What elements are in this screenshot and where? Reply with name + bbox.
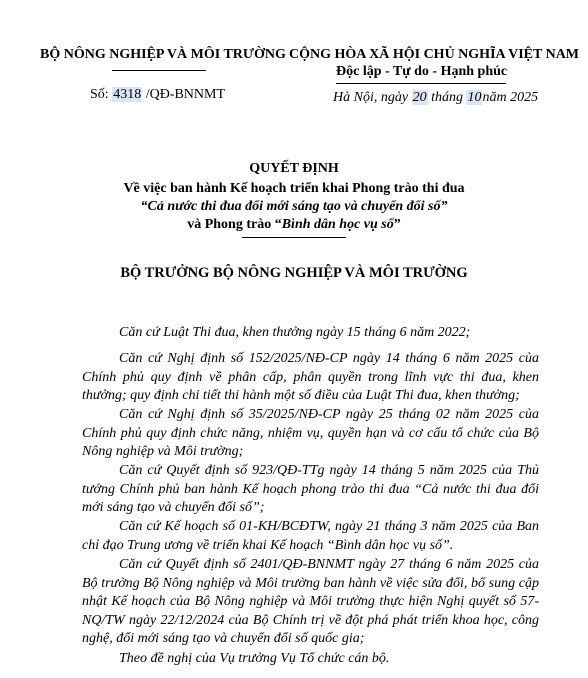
ministry-name: BỘ NÔNG NGHIỆP VÀ MÔI TRƯỜNG	[40, 47, 286, 62]
date-prefix: Hà Nội, ngày	[333, 90, 412, 105]
date-month[interactable]: 10	[467, 90, 482, 105]
month-prefix: tháng	[427, 90, 467, 105]
legal-basis-1-text: Căn cứ Luật Thi đua, khen thưởng ngày 15 tháng 6 năm 2022;	[119, 325, 471, 340]
year-text: năm 2025	[482, 90, 539, 105]
subject-line-3-c: ”	[393, 217, 401, 232]
issuing-authority: BỘ TRƯỞNG BỘ NÔNG NGHIỆP VÀ MÔI TRƯỜNG	[120, 265, 468, 281]
legal-basis-1	[82, 324, 539, 343]
number-value[interactable]: 4318	[113, 87, 142, 102]
title-underline	[242, 237, 346, 238]
legal-basis-3-text: Căn cứ Nghị định số 35/2025/NĐ-CP ngày 25 tháng 02 năm 2025 của Chính phủ quy định chức năng, nhiệm vụ, quyền hạn và cơ cấu tổ chức của Bộ Nông nghiệp và Môi trường;	[82, 407, 539, 459]
number-prefix: Số:	[90, 87, 113, 102]
document-heading: QUYẾT ĐỊNH	[249, 161, 339, 176]
issue-date	[333, 90, 538, 106]
subject-line-3-b: Bình dân học vụ số	[281, 217, 394, 232]
date-day[interactable]: 20	[412, 90, 427, 105]
proposal-basis	[82, 650, 539, 669]
republic-name: CỘNG HÒA XÃ HỘI CHỦ NGHĨA VIỆT NAM	[289, 47, 580, 62]
legal-basis-4-text: Căn cứ Quyết định số 923/QĐ-TTg ngày 14 tháng 5 năm 2025 của Thủ tướng Chính phủ ban hành Kế hoạch phong trào thi đua “Cả nước thi đua đổi mới sáng tạo và chuyển đổi số”;	[82, 463, 539, 515]
document-number	[90, 87, 225, 103]
legal-basis-2	[82, 350, 539, 406]
ministry-underline	[112, 70, 206, 71]
subject-line-3-a: và Phong trào “	[187, 217, 282, 232]
legal-basis-5	[82, 518, 539, 555]
legal-basis-2-text: Căn cứ Nghị định số 152/2025/NĐ-CP ngày 14 tháng 6 năm 2025 của Chính phủ quy định về phân cấp, phân quyền trong lĩnh vực thi đua, khen thưởng; quy định chi tiết thi hành một số điều của Luật Thi đua, khen thưởng;	[82, 351, 539, 403]
legal-basis-4	[82, 462, 539, 518]
legal-basis-3	[82, 406, 539, 462]
subject-line-2: “Cả nước thi đua đổi mới sáng tạo và chuyển đổi số”	[140, 199, 448, 214]
motto-underline	[336, 83, 506, 84]
legal-basis-6-text: Căn cứ Quyết định số 2401/QĐ-BNNMT ngày 27 tháng 6 năm 2025 của Bộ trưởng Bộ Nông nghiệp và Môi trường ban hành về việc sửa đổi, bổ sung cập nhật Kế hoạch của Bộ Nông nghiệp và Môi trường thực hiện Nghị quyết số 57-NQ/TW ngày 22/12/2024 của Bộ Chính trị về đột phá phát triển khoa học, công nghệ, đổi mới sáng tạo và chuyển đổi số quốc gia;	[82, 557, 539, 646]
national-motto: Độc lập - Tự do - Hạnh phúc	[336, 64, 508, 79]
number-suffix: /QĐ-BNNMT	[142, 87, 226, 102]
subject-line-3	[0, 217, 588, 233]
legal-basis-6	[82, 556, 539, 649]
subject-line-1: Về việc ban hành Kế hoạch triển khai Phong trào thi đua	[123, 181, 465, 196]
proposal-basis-text: Theo đề nghị của Vụ trưởng Vụ Tổ chức cán bộ.	[119, 651, 390, 666]
legal-basis-5-text: Căn cứ Kế hoạch số 01-KH/BCĐTW, ngày 21 tháng 3 năm 2025 của Ban chỉ đạo Trung ương về triển khai Kế hoạch “Bình dân học vụ số”.	[82, 519, 539, 553]
